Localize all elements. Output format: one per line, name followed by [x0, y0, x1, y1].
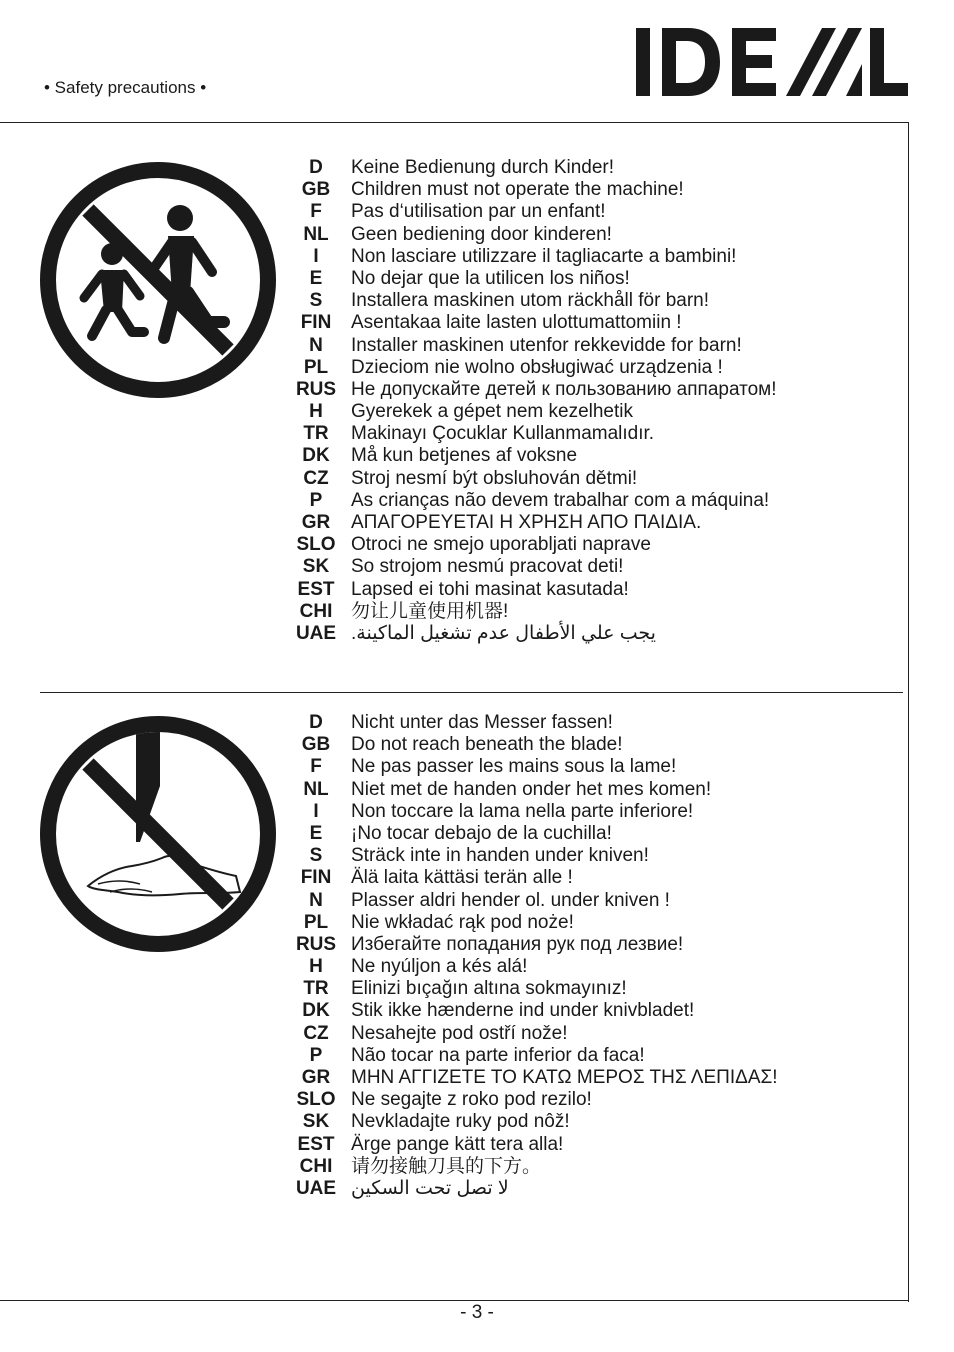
list-item	[290, 357, 777, 379]
list-item	[290, 956, 778, 978]
list-item	[290, 490, 777, 512]
language-code: S	[309, 845, 323, 867]
list-item	[290, 1134, 778, 1156]
language-code: NL	[303, 223, 329, 245]
warning-list-blade	[290, 712, 778, 1200]
warning-text: Geen bediening door kinderen!	[351, 223, 612, 245]
warning-text: Non toccare la lama nella parte inferiore!	[351, 800, 694, 822]
language-code: E	[309, 267, 323, 289]
warning-text: Do not reach beneath the blade!	[351, 734, 623, 756]
language-code: SK	[302, 556, 330, 578]
list-item	[290, 246, 777, 268]
list-item	[290, 224, 777, 246]
warning-text: Nie wkładać rąk pod noże!	[351, 911, 574, 933]
list-item	[290, 423, 777, 445]
warning-text: Sträck inte in handen under kniven!	[351, 845, 649, 867]
warning-text: Nesahejte pod ostří nože!	[351, 1022, 568, 1044]
warning-text: Избегайте попадания рук под лезвие!	[351, 933, 684, 955]
list-item	[290, 779, 778, 801]
page-number: - 3 -	[460, 1302, 494, 1323]
warning-text: يجب علي الأطفال عدم تشغيل الماكينة.	[351, 622, 656, 644]
language-code: UAE	[295, 622, 337, 644]
top-divider	[0, 122, 909, 123]
language-code: N	[309, 889, 323, 911]
list-item	[290, 1178, 778, 1200]
language-code: CZ	[303, 1022, 329, 1044]
warning-text: Keine Bedienung durch Kinder!	[351, 157, 615, 178]
language-code: E	[309, 822, 323, 844]
warning-text: Asentakaa laite lasten ulottumattomiin !	[351, 312, 682, 334]
list-item	[290, 712, 778, 734]
section-divider	[40, 692, 903, 693]
language-code: PL	[303, 356, 329, 378]
warning-list-children	[290, 157, 777, 645]
language-code: FIN	[300, 867, 332, 889]
list-item	[290, 468, 777, 490]
list-item	[290, 445, 777, 467]
list-item	[290, 1000, 778, 1022]
no-children-icon	[40, 162, 276, 398]
language-code: RUS	[295, 933, 337, 955]
warning-text: Ne nyúljon a kés alá!	[351, 956, 528, 978]
language-code: EST	[297, 578, 335, 600]
warning-text: 勿让儿童使用机器!	[351, 600, 509, 622]
ideal-logo	[636, 28, 908, 96]
warning-text: As crianças não devem trabalhar com a máquina!	[351, 489, 770, 511]
warning-text: Niet met de handen onder het mes komen!	[351, 778, 712, 800]
list-item	[290, 201, 777, 223]
language-code: CZ	[303, 467, 329, 489]
language-code: GB	[301, 179, 331, 201]
language-code: FIN	[300, 312, 332, 334]
list-item	[290, 512, 777, 534]
list-item	[290, 1089, 778, 1111]
language-code: SLO	[296, 534, 336, 556]
warning-text: Ärge pange kätt tera alla!	[351, 1133, 564, 1155]
language-code: F	[310, 756, 322, 778]
language-code: N	[309, 334, 323, 356]
language-code: I	[313, 800, 319, 822]
list-item	[290, 1156, 778, 1178]
list-item	[290, 1023, 778, 1045]
warning-text: Non lasciare utilizzare il tagliacarte a bambini!	[351, 245, 737, 267]
language-code: P	[309, 489, 323, 511]
list-item	[290, 1045, 778, 1067]
language-code: DK	[302, 445, 330, 467]
warning-text: Nicht unter das Messer fassen!	[351, 712, 613, 733]
language-code: GR	[301, 512, 331, 533]
list-item	[290, 556, 777, 578]
list-item	[290, 934, 778, 956]
list-item	[290, 157, 777, 179]
warning-text: Não tocar na parte inferior da faca!	[351, 1044, 645, 1066]
language-code: SLO	[296, 1089, 336, 1111]
list-item	[290, 623, 777, 645]
language-code: GR	[301, 1067, 331, 1088]
warning-text: No dejar que la utilicen los niños!	[351, 267, 630, 289]
warning-text: Otroci ne smejo uporabljati naprave	[351, 534, 651, 556]
language-code: CHI	[299, 600, 333, 622]
language-code: CHI	[299, 1155, 333, 1177]
list-item	[290, 312, 777, 334]
warning-text: Dzieciom nie wolno obsługiwać urządzenia !	[351, 356, 723, 378]
language-code: RUS	[295, 378, 337, 400]
language-code: SK	[302, 1111, 330, 1133]
language-code: EST	[297, 1133, 335, 1155]
list-item	[290, 890, 778, 912]
right-divider	[908, 122, 909, 1302]
list-item	[290, 290, 777, 312]
language-code: H	[309, 956, 323, 978]
bottom-divider	[0, 1300, 909, 1301]
warning-text: 请勿接触刀具的下方。	[351, 1155, 542, 1177]
warning-text: Lapsed ei tohi masinat kasutada!	[351, 578, 629, 600]
list-item	[290, 379, 777, 401]
list-item	[290, 335, 777, 357]
language-code: S	[309, 290, 323, 312]
language-code: DK	[302, 1000, 330, 1022]
warning-text: Ne pas passer les mains sous la lame!	[351, 756, 677, 778]
warning-text: Gyerekek a gépet nem kezelhetik	[351, 401, 633, 423]
language-code: I	[313, 245, 319, 267]
warning-text: Installera maskinen utom räckhåll för barn!	[351, 290, 709, 312]
warning-text: Makinayı Çocuklar Kullanmamalıdır.	[351, 423, 655, 445]
list-item	[290, 734, 778, 756]
language-code: NL	[303, 778, 329, 800]
language-code: D	[309, 712, 323, 733]
warning-text: Älä laita kättäsi terän alle !	[351, 867, 573, 889]
warning-text: Pas d‘utilisation par un enfant!	[351, 201, 606, 223]
list-item	[290, 1067, 778, 1089]
list-item	[290, 579, 777, 601]
warning-text: ¡No tocar debajo de la cuchilla!	[351, 822, 612, 844]
language-code: D	[309, 157, 323, 178]
warning-text: So strojom nesmú pracovat deti!	[351, 556, 624, 578]
language-code: UAE	[295, 1177, 337, 1199]
warning-text: ΑΠΑΓΟΡΕΥΕΤΑΙ Η ΧΡΗΣΗ ΑΠΟ ΠΑΙΔΙΑ.	[351, 512, 702, 533]
warning-text: Stroj nesmí být obsluhován dětmi!	[351, 467, 638, 489]
list-item	[290, 801, 778, 823]
warning-text: ΜΗΝ ΑΓΓΙΖΕΤΕ ΤΟ ΚΑΤΩ ΜΕΡΟΣ ΤΗΣ ΛΕΠΙΔΑΣ!	[351, 1067, 778, 1088]
warning-text: Elinizi bıçağın altına sokmayınız!	[351, 978, 627, 1000]
warning-text: لا تصل تحت السكين	[351, 1177, 509, 1199]
warning-text: Plasser aldri hender ol. under kniven !	[351, 889, 670, 911]
list-item	[290, 912, 778, 934]
language-code: TR	[303, 978, 329, 1000]
list-item	[290, 179, 777, 201]
no-hand-under-blade-icon	[40, 716, 276, 952]
list-item	[290, 1111, 778, 1133]
warning-text: Nevkladajte ruky pod nôž!	[351, 1111, 570, 1133]
warning-text: Не допускайте детей к пользованию аппаратом!	[351, 378, 777, 400]
warning-text: Children must not operate the machine!	[351, 179, 684, 201]
list-item	[290, 867, 778, 889]
list-item	[290, 978, 778, 1000]
list-item	[290, 401, 777, 423]
language-code: F	[310, 201, 322, 223]
list-item	[290, 534, 777, 556]
warning-text: Ne segajte z roko pod rezilo!	[351, 1089, 592, 1111]
language-code: H	[309, 401, 323, 423]
list-item	[290, 823, 778, 845]
list-item	[290, 268, 777, 290]
warning-text: Må kun betjenes af voksne	[351, 445, 578, 467]
list-item	[290, 845, 778, 867]
warning-text: Stik ikke hænderne ind under knivbladet!	[351, 1000, 695, 1022]
warning-text: Installer maskinen utenfor rekkevidde for barn!	[351, 334, 742, 356]
language-code: TR	[303, 423, 329, 445]
language-code: PL	[303, 911, 329, 933]
language-code: GB	[301, 734, 331, 756]
section-title: • Safety precautions •	[44, 78, 207, 97]
list-item	[290, 601, 777, 623]
language-code: P	[309, 1044, 323, 1066]
list-item	[290, 756, 778, 778]
